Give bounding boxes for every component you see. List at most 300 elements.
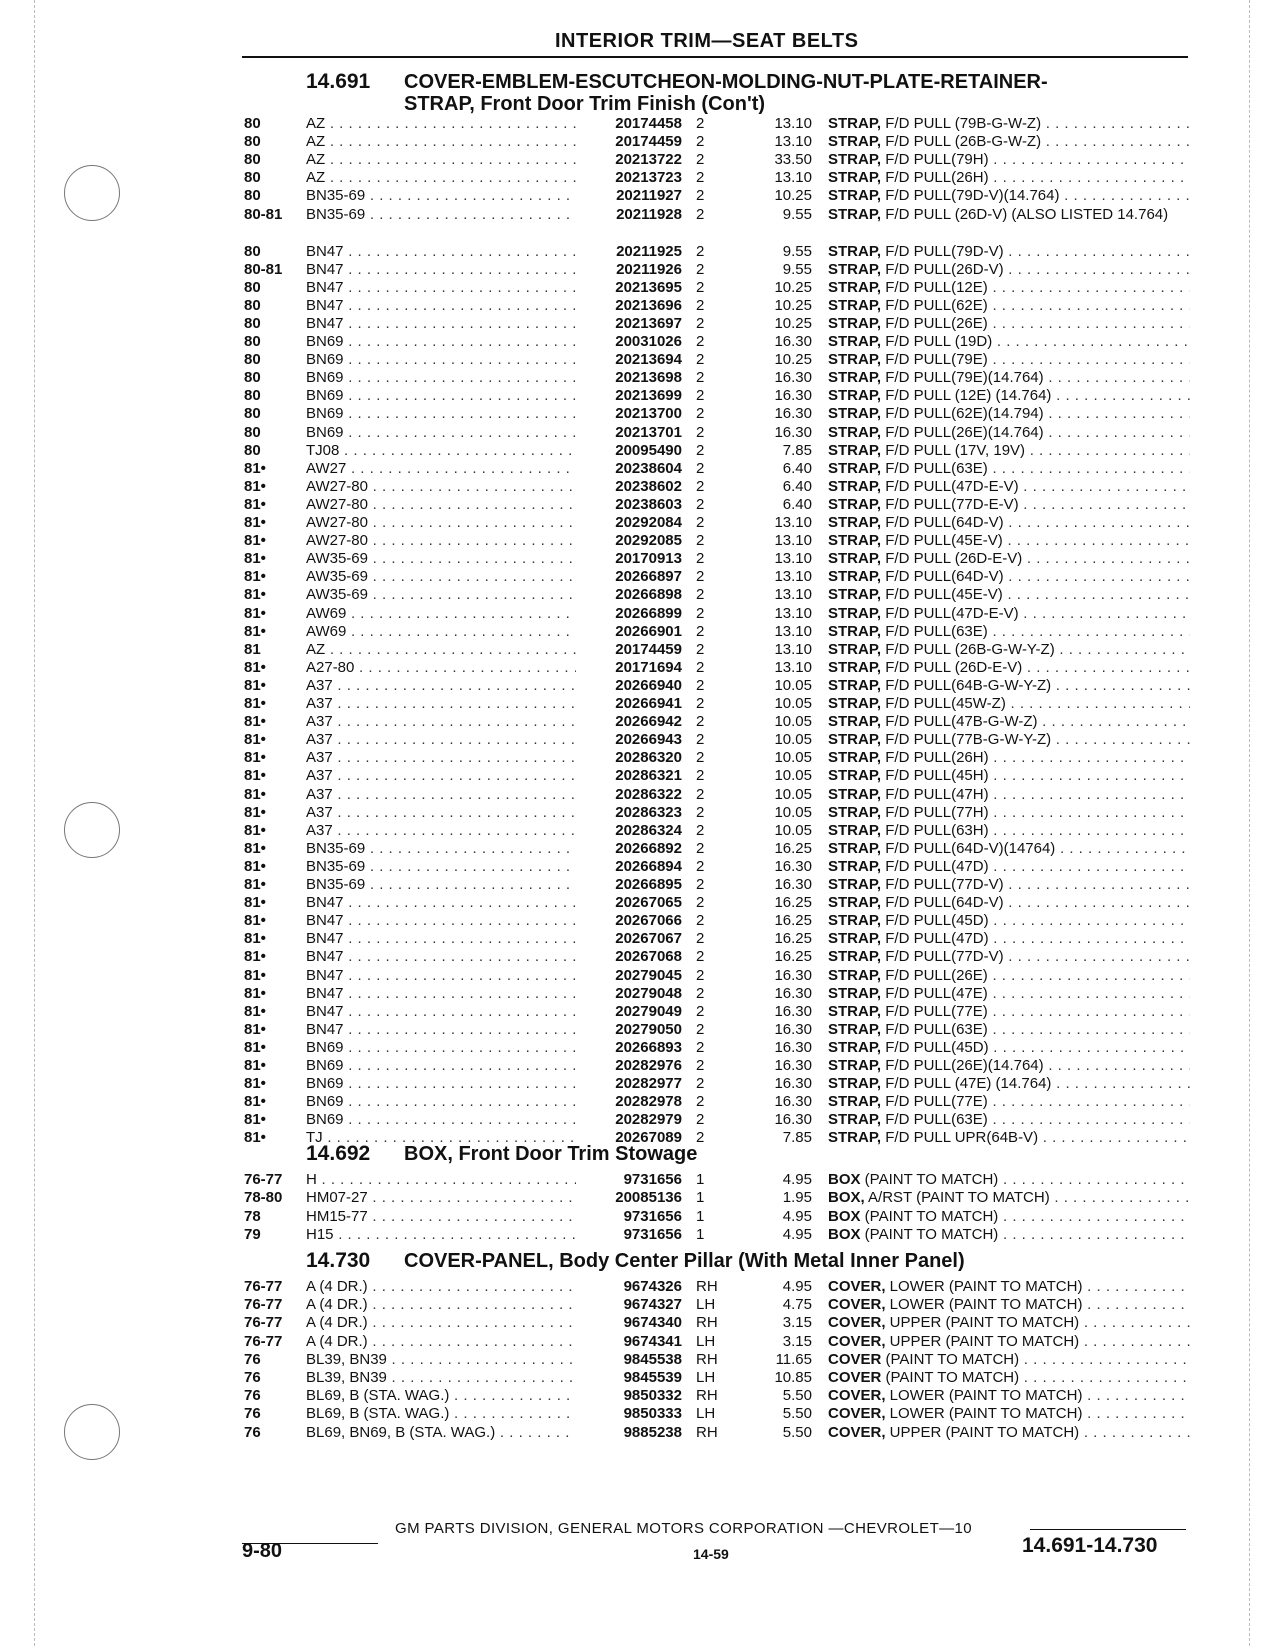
- quantity-cell: 2: [696, 948, 705, 966]
- model-cell: A37 . . .: [306, 695, 576, 714]
- model-cell: BN47 . . .: [306, 894, 576, 913]
- part-number-cell: 9845539: [578, 1369, 682, 1388]
- parts-row: [244, 1405, 1190, 1424]
- year-cell: 81•: [244, 713, 266, 731]
- description-cell: [828, 1093, 1190, 1112]
- description-text: F/D PULL (17V, 19V): [881, 441, 1026, 459]
- section-title: COVER-EMBLEM-ESCUTCHEON-MOLDING-NUT-PLATE-RETAINER-: [404, 71, 1048, 93]
- description-keyword: STRAP,: [828, 333, 882, 350]
- quantity-cell: 2: [696, 821, 705, 839]
- description-keyword: BOX: [828, 1207, 861, 1225]
- price-cell: 16.30: [774, 1057, 812, 1074]
- description-cell: [828, 1351, 1190, 1370]
- footer-rule-right: [1030, 1529, 1186, 1530]
- year-cell: 76: [244, 1369, 261, 1386]
- description-cell: [828, 1039, 1190, 1058]
- price-cell: 16.30: [774, 1075, 812, 1093]
- price-cell: 5.50: [782, 1423, 812, 1441]
- description-text: UPPER (PAINT TO MATCH): [885, 1332, 1080, 1350]
- description-text: F/D PULL(77D-E-V): [881, 495, 1019, 513]
- part-number-cell: 20292085: [578, 532, 682, 551]
- year-cell: 80-81: [244, 205, 283, 223]
- model-cell: BN47 . . .: [306, 1003, 576, 1022]
- quantity-cell: 2: [696, 1129, 705, 1147]
- quantity-cell: 2: [696, 169, 705, 187]
- part-number-cell: 20171694: [578, 659, 682, 678]
- part-number-cell: 20213698: [578, 369, 682, 388]
- description-cell: [828, 1387, 1190, 1406]
- parts-row: [244, 623, 1190, 642]
- year-cell: 80-81: [244, 260, 283, 278]
- section-title-continued: STRAP, Front Door Trim Finish (Con't): [404, 93, 766, 115]
- year-cell: 81•: [244, 658, 266, 676]
- parts-row: [244, 532, 1190, 551]
- model-cell: BN69 . . .: [306, 405, 576, 424]
- description-cell: [828, 568, 1190, 587]
- price-cell: 10.05: [774, 749, 812, 767]
- description-text: F/D PULL(79D-V): [881, 242, 1004, 260]
- description-keyword: COVER,: [828, 1387, 886, 1405]
- quantity-cell: 2: [696, 550, 705, 568]
- parts-row: [244, 641, 1190, 660]
- right-margin-guide: [1249, 0, 1250, 1646]
- description-keyword: STRAP,: [828, 278, 882, 296]
- description-text: F/D PULL (26B-G-W-Y-Z): [881, 640, 1055, 658]
- quantity-cell: RH: [696, 1423, 718, 1441]
- price-cell: 4.95: [782, 1278, 812, 1295]
- part-number-cell: 20266899: [578, 605, 682, 624]
- year-cell: 76: [244, 1387, 261, 1405]
- part-number-cell: 20267066: [578, 912, 682, 931]
- quantity-cell: 2: [696, 477, 705, 495]
- model-cell: A37 . . .: [306, 749, 576, 768]
- description-keyword: STRAP,: [828, 495, 882, 513]
- model-cell: AW27-80 . . .: [306, 496, 576, 515]
- description-text: F/D PULL(62E)(14.794): [881, 405, 1044, 423]
- description-keyword: STRAP,: [828, 133, 882, 151]
- model-cell: BL39, BN39 . . .: [306, 1369, 576, 1388]
- part-number-cell: 20213700: [578, 405, 682, 424]
- description-text: F/D PULL(26H): [881, 749, 989, 767]
- description-text: (PAINT TO MATCH): [881, 1369, 1020, 1386]
- quantity-cell: 2: [696, 676, 705, 694]
- description-text: F/D PULL(45W-Z): [881, 695, 1006, 712]
- part-number-cell: 9731656: [578, 1171, 682, 1190]
- price-cell: 5.50: [782, 1387, 812, 1405]
- description-text: F/D PULL(12E): [881, 278, 988, 296]
- price-cell: 9.55: [782, 205, 812, 223]
- quantity-cell: 2: [696, 912, 705, 930]
- quantity-cell: 2: [696, 1002, 705, 1020]
- price-cell: 10.05: [774, 767, 812, 785]
- description-keyword: STRAP,: [828, 821, 882, 839]
- model-cell: BN47 . . .: [306, 967, 576, 986]
- quantity-cell: 2: [696, 749, 705, 767]
- header-rule: [242, 56, 1188, 58]
- parts-row: [244, 169, 1190, 188]
- model-cell: AW35-69 . . .: [306, 568, 576, 587]
- description-cell: [828, 206, 1190, 223]
- description-text: F/D PULL(47B-G-W-Z): [881, 713, 1038, 731]
- description-keyword: STRAP,: [828, 676, 882, 694]
- year-cell: 81•: [244, 568, 266, 586]
- year-cell: 81•: [244, 731, 266, 749]
- parts-row: [244, 442, 1190, 461]
- description-keyword: STRAP,: [828, 1075, 882, 1093]
- price-cell: 10.25: [774, 296, 812, 314]
- description-keyword: STRAP,: [828, 1111, 882, 1129]
- description-text: F/D PULL(26D-V): [881, 260, 1004, 278]
- parts-row: [244, 840, 1190, 859]
- description-cell: [828, 1226, 1190, 1245]
- model-cell: A37 . . .: [306, 804, 576, 823]
- description-keyword: STRAP,: [828, 930, 882, 948]
- part-number-cell: 20174459: [578, 133, 682, 152]
- quantity-cell: 2: [696, 839, 705, 857]
- quantity-cell: 2: [696, 622, 705, 640]
- description-keyword: STRAP,: [828, 785, 882, 803]
- quantity-cell: RH: [696, 1350, 718, 1368]
- quantity-cell: 2: [696, 1057, 705, 1074]
- year-cell: 76-77: [244, 1296, 283, 1314]
- model-cell: BN47 . . .: [306, 930, 576, 949]
- year-cell: 80: [244, 333, 261, 350]
- year-cell: 81•: [244, 495, 266, 513]
- quantity-cell: 2: [696, 1038, 705, 1056]
- quantity-cell: 2: [696, 1075, 705, 1093]
- description-keyword: STRAP,: [828, 622, 882, 640]
- year-cell: 78: [244, 1207, 261, 1225]
- description-cell: [828, 496, 1190, 515]
- price-cell: 16.30: [774, 1111, 812, 1129]
- description-text: (PAINT TO MATCH): [860, 1171, 999, 1188]
- parts-row: [244, 1021, 1190, 1040]
- description-text: F/D PULL(47D-E-V): [881, 604, 1019, 622]
- description-cell: [828, 478, 1190, 497]
- model-cell: BN35-69 . . .: [306, 876, 576, 895]
- price-cell: 6.40: [782, 495, 812, 513]
- parts-row: [244, 858, 1190, 877]
- description-text: (PAINT TO MATCH): [860, 1226, 999, 1244]
- description-keyword: STRAP,: [828, 369, 882, 387]
- year-cell: 80: [244, 351, 261, 369]
- part-number-cell: 20267068: [578, 948, 682, 967]
- description-text: F/D PULL(47D-E-V): [881, 477, 1019, 495]
- description-text: UPPER (PAINT TO MATCH): [885, 1314, 1080, 1332]
- price-cell: 13.10: [774, 133, 812, 151]
- quantity-cell: 2: [696, 187, 705, 205]
- description-keyword: STRAP,: [828, 550, 882, 568]
- part-number-cell: 20266895: [578, 876, 682, 895]
- description-cell: [828, 1075, 1190, 1094]
- description-text: F/D PULL(26E): [881, 966, 988, 984]
- description-text: F/D PULL (79B-G-W-Z): [881, 115, 1042, 132]
- description-text: F/D PULL(45E-V): [881, 532, 1003, 550]
- description-text: F/D PULL(26H): [881, 169, 989, 187]
- year-cell: 81•: [244, 1111, 266, 1129]
- description-cell: [828, 605, 1190, 624]
- quantity-cell: 2: [696, 876, 705, 893]
- year-cell: 81•: [244, 749, 266, 767]
- year-cell: 81•: [244, 604, 266, 622]
- year-cell: 81•: [244, 803, 266, 821]
- part-number-cell: 20286322: [578, 786, 682, 805]
- section-number: 14.692: [306, 1142, 371, 1165]
- price-cell: 10.05: [774, 803, 812, 821]
- quantity-cell: 2: [696, 1020, 705, 1038]
- year-cell: 81•: [244, 1075, 266, 1093]
- model-cell: AW35-69 . . .: [306, 586, 576, 605]
- price-cell: 16.30: [774, 405, 812, 423]
- price-cell: 16.30: [774, 333, 812, 350]
- quantity-cell: 2: [696, 441, 705, 459]
- part-number-cell: 20282979: [578, 1111, 682, 1130]
- quantity-cell: 2: [696, 333, 705, 350]
- description-text: F/D PULL(45D): [881, 1038, 989, 1056]
- model-cell: BN69 . . .: [306, 351, 576, 370]
- description-cell: [828, 243, 1190, 262]
- description-text: F/D PULL(26E): [881, 314, 988, 332]
- model-cell: BN35-69 . . .: [306, 840, 576, 859]
- year-cell: 81•: [244, 477, 266, 495]
- parts-row: [244, 315, 1190, 334]
- year-cell: 80: [244, 278, 261, 296]
- parts-row: [244, 1296, 1190, 1315]
- parts-row: [244, 115, 1190, 134]
- description-cell: [828, 659, 1190, 678]
- quantity-cell: 2: [696, 151, 705, 169]
- quantity-cell: 2: [696, 803, 705, 821]
- quantity-cell: 2: [696, 894, 705, 912]
- description-cell: [828, 514, 1190, 533]
- parts-row: [244, 1111, 1190, 1130]
- description-cell: [828, 1111, 1190, 1130]
- part-number-cell: 20282976: [578, 1057, 682, 1076]
- part-number-cell: 20213695: [578, 279, 682, 298]
- description-cell: [828, 460, 1190, 479]
- model-cell: HM07-27 . . .: [306, 1189, 576, 1208]
- parts-row: [244, 1314, 1190, 1333]
- part-number-cell: 20211928: [578, 206, 682, 225]
- year-cell: 81•: [244, 1093, 266, 1111]
- description-text: F/D PULL(77D-V): [881, 876, 1004, 893]
- price-cell: 13.10: [774, 586, 812, 604]
- quantity-cell: LH: [696, 1332, 716, 1350]
- description-keyword: STRAP,: [828, 1093, 882, 1111]
- price-cell: 10.05: [774, 821, 812, 839]
- parts-row: [244, 1093, 1190, 1112]
- quantity-cell: 1: [696, 1189, 705, 1207]
- description-cell: [828, 297, 1190, 316]
- part-number-cell: 9731656: [578, 1208, 682, 1227]
- description-keyword: STRAP,: [828, 767, 882, 785]
- model-cell: AW69 . . .: [306, 605, 576, 624]
- price-cell: 13.10: [774, 115, 812, 132]
- price-cell: 10.05: [774, 713, 812, 731]
- description-cell: [828, 912, 1190, 931]
- description-text: LOWER (PAINT TO MATCH): [885, 1405, 1083, 1423]
- quantity-cell: 2: [696, 514, 705, 531]
- price-cell: 16.25: [774, 894, 812, 912]
- quantity-cell: 2: [696, 495, 705, 513]
- price-cell: 10.25: [774, 187, 812, 205]
- parts-row: [244, 243, 1190, 262]
- year-cell: 81•: [244, 966, 266, 984]
- price-cell: 13.10: [774, 568, 812, 586]
- model-cell: BL69, B (STA. WAG.) . . .: [306, 1405, 576, 1424]
- part-number-cell: 20292084: [578, 514, 682, 533]
- price-cell: 4.75: [782, 1296, 812, 1314]
- description-cell: [828, 858, 1190, 877]
- model-cell: AZ . . .: [306, 115, 576, 134]
- price-cell: 13.10: [774, 169, 812, 187]
- year-cell: 81•: [244, 514, 266, 531]
- part-number-cell: 20213701: [578, 424, 682, 443]
- description-keyword: COVER: [828, 1350, 882, 1368]
- quantity-cell: LH: [696, 1369, 716, 1386]
- description-cell: [828, 1171, 1190, 1190]
- model-cell: A27-80 . . .: [306, 659, 576, 678]
- part-number-cell: 20238604: [578, 460, 682, 479]
- part-number-cell: 20267089: [578, 1129, 682, 1148]
- quantity-cell: RH: [696, 1278, 718, 1295]
- description-keyword: STRAP,: [828, 749, 882, 767]
- part-number-cell: 20286323: [578, 804, 682, 823]
- description-cell: [828, 1296, 1190, 1315]
- description-keyword: STRAP,: [828, 351, 882, 369]
- model-cell: A37 . . .: [306, 677, 576, 696]
- left-margin-guide: [34, 0, 35, 1646]
- price-cell: 16.30: [774, 387, 812, 405]
- part-number-cell: 20286320: [578, 749, 682, 768]
- quantity-cell: 2: [696, 1093, 705, 1111]
- part-number-cell: 9850332: [578, 1387, 682, 1406]
- model-cell: BN69 . . .: [306, 1093, 576, 1112]
- description-keyword: STRAP,: [828, 586, 882, 604]
- year-cell: 80: [244, 387, 261, 405]
- description-keyword: COVER,: [828, 1278, 886, 1295]
- part-number-cell: 20266892: [578, 840, 682, 859]
- parts-row: [244, 804, 1190, 823]
- footer-date: 9-80: [242, 1540, 283, 1562]
- quantity-cell: 2: [696, 785, 705, 803]
- year-cell: 80: [244, 187, 261, 205]
- description-keyword: STRAP,: [828, 441, 882, 459]
- description-text: F/D PULL(64D-V): [881, 568, 1004, 586]
- quantity-cell: 2: [696, 459, 705, 477]
- description-keyword: STRAP,: [828, 296, 882, 314]
- model-cell: BN35-69 . . .: [306, 858, 576, 877]
- model-cell: AW35-69 . . .: [306, 550, 576, 569]
- year-cell: 76-77: [244, 1332, 283, 1350]
- model-cell: AW27 . . .: [306, 460, 576, 479]
- quantity-cell: 2: [696, 532, 705, 550]
- model-cell: AW27-80 . . .: [306, 514, 576, 533]
- part-number-cell: 20266941: [578, 695, 682, 714]
- part-number-cell: 20266894: [578, 858, 682, 877]
- description-text: F/D PULL(62E): [881, 296, 988, 314]
- year-cell: 81•: [244, 930, 266, 948]
- description-keyword: STRAP,: [828, 151, 882, 169]
- description-text: LOWER (PAINT TO MATCH): [885, 1278, 1083, 1295]
- description-keyword: STRAP,: [828, 568, 882, 586]
- description-text: UPPER (PAINT TO MATCH): [885, 1423, 1080, 1441]
- description-keyword: STRAP,: [828, 604, 882, 622]
- price-cell: 10.25: [774, 278, 812, 296]
- year-cell: 81•: [244, 1129, 266, 1147]
- description-cell: [828, 387, 1190, 406]
- model-cell: A (4 DR.) . . .: [306, 1278, 576, 1297]
- quantity-cell: 2: [696, 314, 705, 332]
- description-cell: [828, 1314, 1190, 1333]
- model-cell: AZ . . .: [306, 133, 576, 152]
- model-cell: BN47 . . .: [306, 243, 576, 262]
- quantity-cell: 1: [696, 1171, 705, 1188]
- parts-row: [244, 985, 1190, 1004]
- description-cell: [828, 442, 1190, 461]
- parts-row: [244, 822, 1190, 841]
- price-cell: 10.85: [774, 1369, 812, 1386]
- parts-row: [244, 496, 1190, 515]
- year-cell: 80: [244, 151, 261, 169]
- description-keyword: BOX: [828, 1226, 861, 1244]
- price-cell: 10.25: [774, 314, 812, 332]
- description-text: F/D PULL(63E): [881, 1111, 988, 1129]
- description-text: F/D PULL(45H): [881, 767, 989, 785]
- quantity-cell: 2: [696, 278, 705, 296]
- description-keyword: STRAP,: [828, 387, 882, 405]
- parts-row: [244, 1424, 1190, 1443]
- description-text: F/D PULL(77D-V): [881, 948, 1004, 966]
- part-number-cell: 9674326: [578, 1278, 682, 1297]
- parts-row: [244, 713, 1190, 732]
- description-keyword: BOX: [828, 1171, 861, 1188]
- price-cell: 9.55: [782, 242, 812, 260]
- parts-row: [244, 967, 1190, 986]
- parts-row: [244, 1039, 1190, 1058]
- price-cell: 16.30: [774, 423, 812, 441]
- price-cell: 10.05: [774, 676, 812, 694]
- description-keyword: STRAP,: [828, 205, 882, 223]
- quantity-cell: 2: [696, 713, 705, 731]
- description-keyword: STRAP,: [828, 423, 882, 441]
- model-cell: H . . .: [306, 1171, 576, 1190]
- year-cell: 81•: [244, 1002, 266, 1020]
- price-cell: 11.65: [775, 1350, 812, 1368]
- part-number-cell: 20174458: [578, 115, 682, 134]
- part-number-cell: 20279048: [578, 985, 682, 1004]
- parts-row: [244, 206, 1190, 243]
- model-cell: A37 . . .: [306, 731, 576, 750]
- price-cell: 4.95: [782, 1171, 812, 1188]
- price-cell: 16.30: [774, 966, 812, 984]
- part-number-cell: 20211927: [578, 187, 682, 206]
- model-cell: BN69 . . .: [306, 424, 576, 443]
- year-cell: 76-77: [244, 1171, 283, 1188]
- quantity-cell: 2: [696, 242, 705, 260]
- parts-row: [244, 1189, 1190, 1208]
- model-cell: BN35-69 . . .: [306, 187, 576, 206]
- quantity-cell: 2: [696, 1111, 705, 1129]
- model-cell: A37 . . .: [306, 822, 576, 841]
- description-text: LOWER (PAINT TO MATCH): [885, 1296, 1083, 1314]
- description-cell: [828, 532, 1190, 551]
- description-keyword: COVER,: [828, 1423, 886, 1441]
- parts-row: [244, 460, 1190, 479]
- model-cell: BN47 . . .: [306, 261, 576, 280]
- part-number-cell: 9674341: [578, 1333, 682, 1352]
- part-number-cell: 9731656: [578, 1226, 682, 1245]
